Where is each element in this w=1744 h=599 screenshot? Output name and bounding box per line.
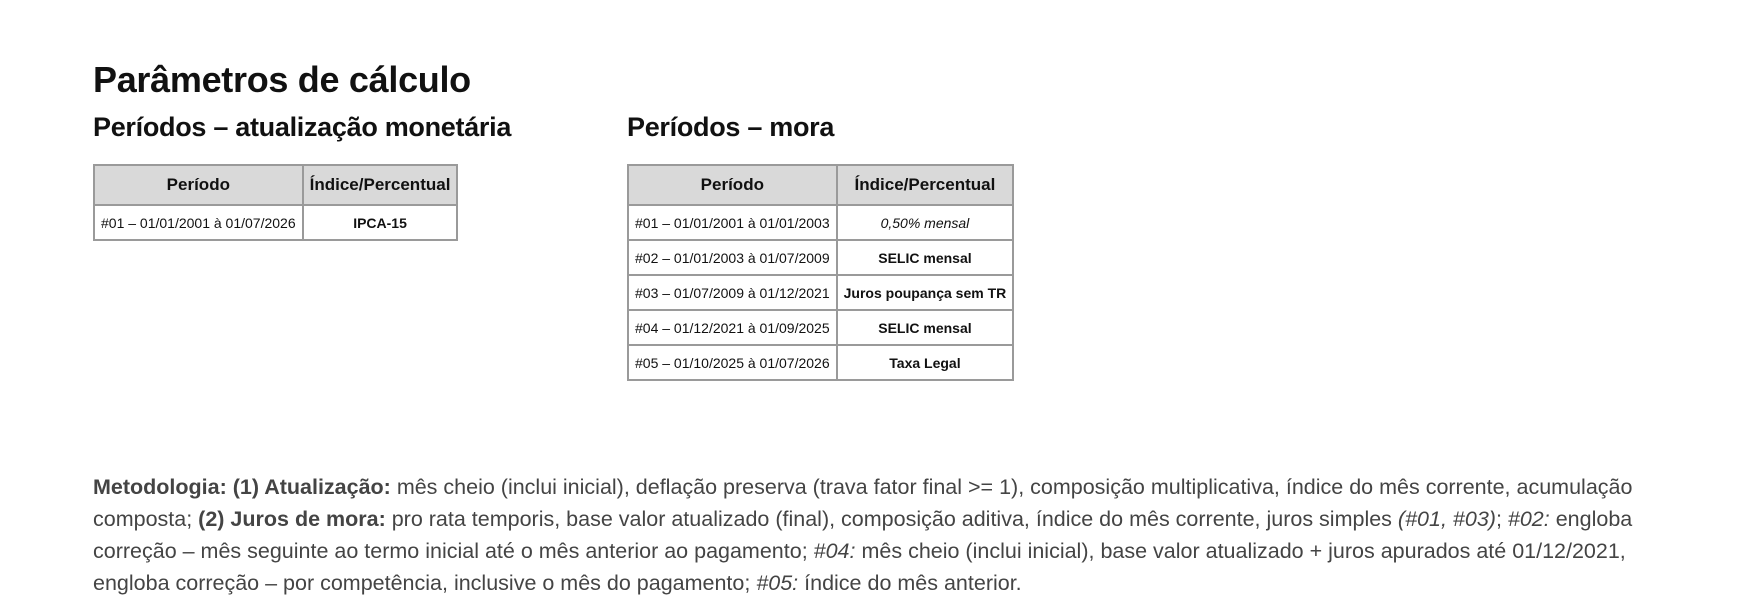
methodology-text-02: engloba correção – mês seguinte ao termo inicial até o mês anterior ao pagamento; <box>93 507 1633 564</box>
column-header-indice: Índice/Percentual <box>303 165 458 205</box>
table-row <box>628 205 1013 240</box>
period-cell: #02 – 01/01/2003 à 01/07/2009 <box>628 240 837 275</box>
methodology-part2-text: pro rata temporis, base valor atualizado (final), composição aditiva, índice do mês corrente, juros simples <box>385 507 1398 532</box>
column-header-indice: Índice/Percentual <box>837 165 1014 205</box>
index-cell: SELIC mensal <box>837 240 1014 275</box>
methodology-part1-label: (1) Atualização: <box>232 475 391 500</box>
period-cell: #03 – 01/07/2009 à 01/12/2021 <box>628 275 837 310</box>
index-cell: Taxa Legal <box>837 345 1014 380</box>
column-header-periodo: Período <box>628 165 837 205</box>
table-row <box>94 205 457 240</box>
methodology-sep: ; <box>1495 507 1508 532</box>
methodology-ref-04: #04: <box>813 539 856 564</box>
period-cell: #05 – 01/10/2025 à 01/07/2026 <box>628 345 837 380</box>
methodology-ref-02: #02: <box>1507 507 1550 532</box>
period-cell: #04 – 01/12/2021 à 01/09/2025 <box>628 310 837 345</box>
table-row <box>628 310 1013 345</box>
period-cell: #01 – 01/01/2001 à 01/01/2003 <box>628 205 837 240</box>
table-atualizacao <box>93 164 458 241</box>
index-cell: Juros poupança sem TR <box>837 275 1014 310</box>
table-header-row <box>628 165 1013 205</box>
methodology-note <box>93 471 1673 599</box>
table-mora <box>627 164 1014 381</box>
page <box>93 58 1673 596</box>
methodology-text-05: índice do mês anterior. <box>798 571 1022 596</box>
table-row <box>628 345 1013 380</box>
period-cell: #01 – 01/01/2001 à 01/07/2026 <box>94 205 303 240</box>
methodology-ref-05: #05: <box>756 571 799 596</box>
column-header-periodo: Período <box>94 165 303 205</box>
methodology-part2-label: (2) Juros de mora: <box>198 507 386 532</box>
section-title-atualizacao: Períodos – atualização monetária <box>93 112 512 143</box>
methodology-text-04: mês cheio (inclui inicial), base valor atualizado + juros apurados até 01/12/2021, engloba correção – por competência, inclusive o mês do pagamento; <box>93 539 1626 596</box>
index-cell: SELIC mensal <box>837 310 1014 345</box>
methodology-part1-text: mês cheio (inclui inicial), deflação preserva (trava fator final >= 1), composição multiplicativa, índice do mês corrente, acumulação composta; <box>93 475 1633 532</box>
section-title-mora: Períodos – mora <box>627 112 835 143</box>
methodology-label: Metodologia: <box>93 475 227 500</box>
table-row <box>628 275 1013 310</box>
index-cell: IPCA-15 <box>303 205 458 240</box>
table-header-row <box>94 165 457 205</box>
methodology-ref-01-03: (#01, #03) <box>1397 507 1496 532</box>
table-row <box>628 240 1013 275</box>
page-title: Parâmetros de cálculo <box>93 59 471 100</box>
tables-row <box>93 101 1673 596</box>
index-cell: 0,50% mensal <box>837 205 1014 240</box>
